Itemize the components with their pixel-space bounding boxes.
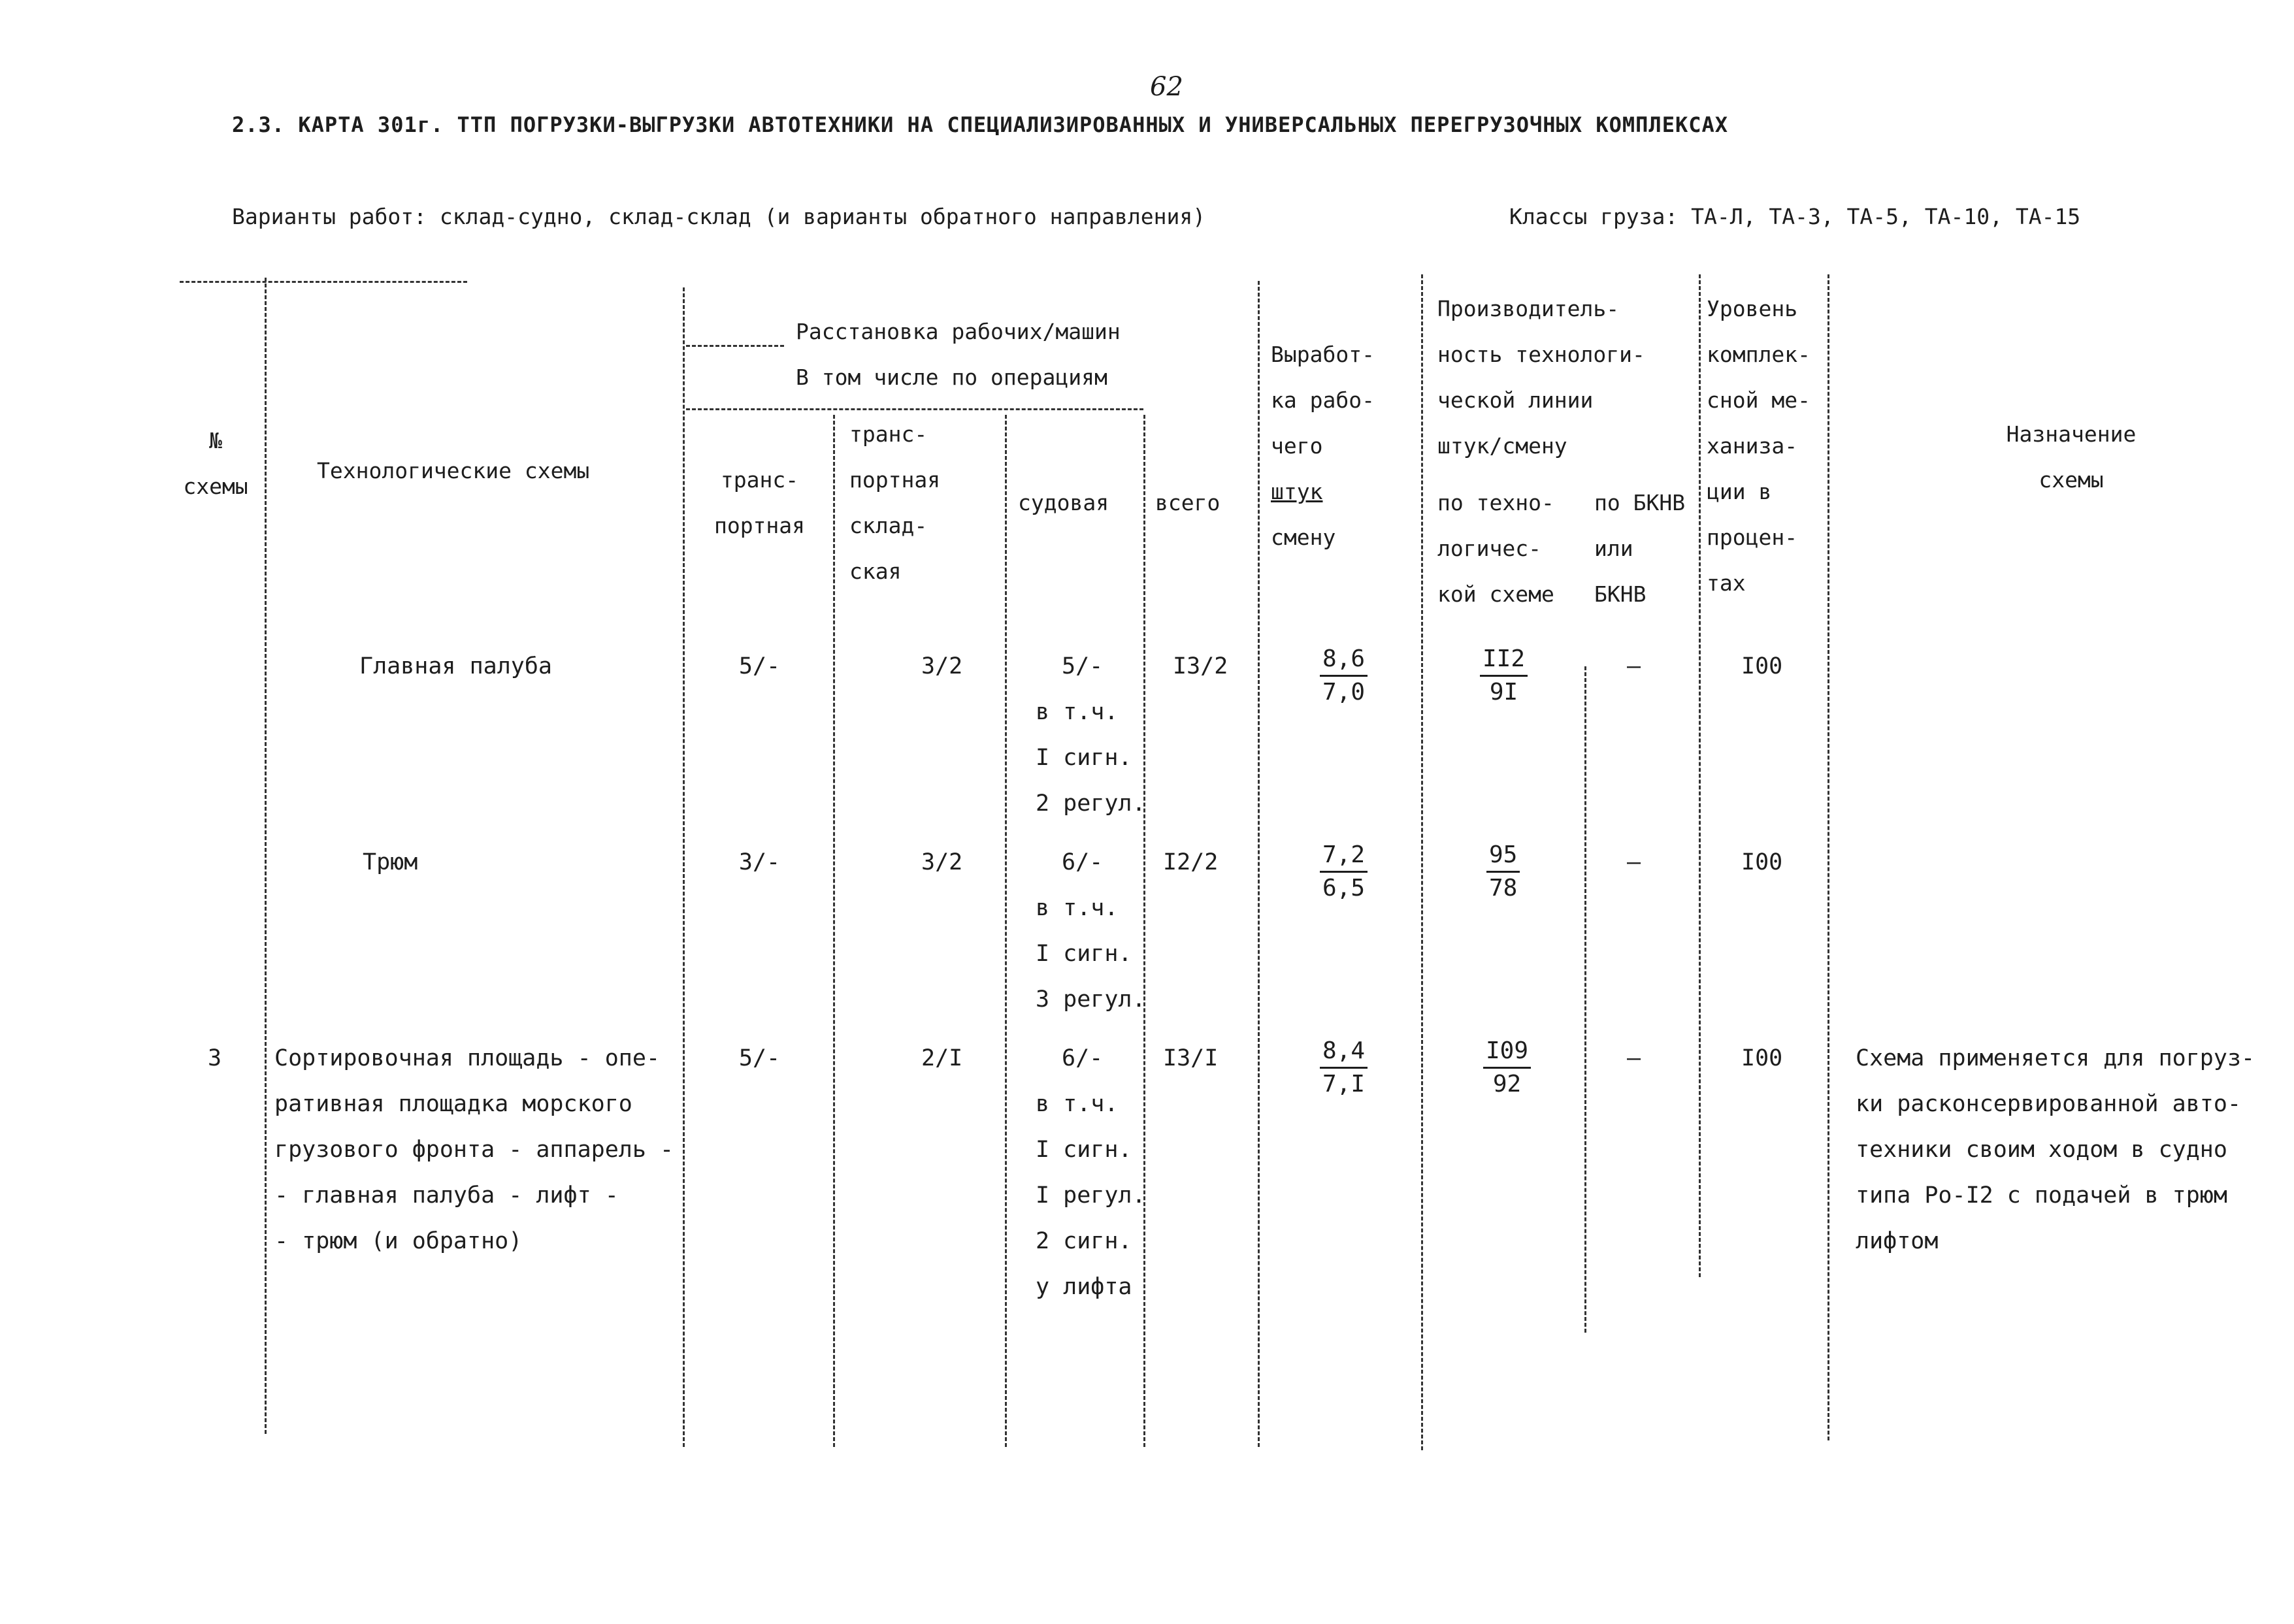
mechanization-cell: I00 [1741, 653, 1783, 679]
output-cell: $\frac{8,4}{7,I}$ [1320, 1035, 1368, 1100]
transport-cell: 5/- [738, 1045, 781, 1071]
bkhv-cell: – [1627, 1045, 1641, 1071]
productivity-cell: $\frac{II2}{9I}$ [1480, 643, 1528, 708]
page-number: 62 [1150, 72, 1183, 102]
productivity-cell: $\frac{I09}{92}$ [1483, 1035, 1531, 1100]
header-placement: Расстановка рабочих/машин В том числе по операциям [796, 319, 1121, 390]
output-cell: $\frac{8,6}{7,0}$ [1320, 643, 1368, 708]
output-cell: $\frac{7,2}{6,5}$ [1320, 839, 1368, 904]
ship-cell: 6/- в т.ч. I сигн. I регул. 2 сигн. у лифта [1036, 1045, 1146, 1300]
header-ship: судовая [1018, 490, 1109, 515]
header-by-bkhv: по БКНВ или БКНВ [1594, 490, 1686, 607]
col-line-4 [1005, 415, 1007, 1447]
header-scheme-no: № схемы [183, 428, 248, 499]
tech-scheme-cell: Главная палуба [359, 653, 553, 679]
placement-rule [686, 345, 784, 347]
tech-scheme-cell: Трюм [363, 849, 418, 875]
header-productivity: Производитель- ность технологи- ческой линии штук/смену [1437, 296, 1645, 459]
transport-warehouse-cell: 3/2 [921, 849, 963, 875]
col-line-9 [1699, 274, 1701, 1277]
header-purpose: Назначение схемы [2006, 421, 2137, 493]
mechanization-cell: I00 [1741, 849, 1783, 875]
total-cell: I2/2 [1163, 849, 1219, 875]
col-line-3 [833, 415, 835, 1447]
col-line-2 [683, 287, 685, 1447]
header-mechanization: Уровень комплек- сной ме- ханиза- ции в процен- тах [1707, 296, 1811, 596]
header-total: всего [1155, 490, 1221, 515]
header-transport: транс- портная [713, 467, 806, 538]
col-line-7 [1421, 274, 1423, 1450]
transport-warehouse-cell: 2/I [921, 1045, 963, 1071]
total-cell: I3/I [1163, 1045, 1219, 1071]
productivity-cell: $\frac{95}{78}$ [1486, 839, 1520, 904]
ship-cell: 6/- в т.ч. I сигн. 3 регул. [1036, 849, 1146, 1013]
col-line-6 [1258, 281, 1260, 1447]
bkhv-cell: – [1627, 653, 1641, 679]
subhead-rule [686, 408, 1143, 410]
col-line-10 [1827, 274, 1829, 1440]
header-transport-warehouse: транс- портная склад- ская [849, 421, 941, 584]
header-tech-schemes: Технологические схемы [317, 458, 590, 483]
transport-warehouse-cell: 3/2 [921, 653, 963, 679]
work-variants: Варианты работ: склад-судно, склад-склад (и варианты обратного направления) [232, 204, 1206, 229]
header-by-scheme: по техно- логичес- кой схеме [1437, 490, 1554, 607]
ship-cell: 5/- в т.ч. I сигн. 2 регул. [1036, 653, 1146, 817]
total-cell: I3/2 [1173, 653, 1228, 679]
page-title: 2.3. КАРТА 301г. ТТП ПОГРУЗКИ-ВЫГРУЗКИ АВТОТЕХНИКИ НА СПЕЦИАЛИЗИРОВАННЫХ И УНИВЕРСАЛЬНЫХ ПЕРЕГРУЗОЧНЫХ КОМПЛЕКСАХ [232, 112, 1729, 137]
mechanization-cell: I00 [1741, 1045, 1783, 1071]
bkhv-cell: – [1627, 849, 1641, 875]
scheme-no-cell: 3 [208, 1045, 222, 1071]
header-output: Выработ- ка рабо- чего штук смену [1271, 342, 1375, 550]
transport-cell: 5/- [738, 653, 781, 679]
purpose-cell: Схема применяется для погруз- ки расконсервированной авто- техники своим ходом в судно типа Ро-I2 с подачей в трюм лифтом [1856, 1045, 2255, 1254]
tech-scheme-cell: Сортировочная площадь - опе- ративная площадка морского грузового фронта - аппарель - - главная палуба - лифт - - трюм (и обратно) [274, 1045, 674, 1254]
top-rule [180, 281, 467, 283]
cargo-classes: Классы груза: ТА-Л, ТА-3, ТА-5, ТА-10, ТА-15 [1509, 204, 2081, 229]
transport-cell: 3/- [738, 849, 781, 875]
col-line-8 [1584, 666, 1586, 1333]
